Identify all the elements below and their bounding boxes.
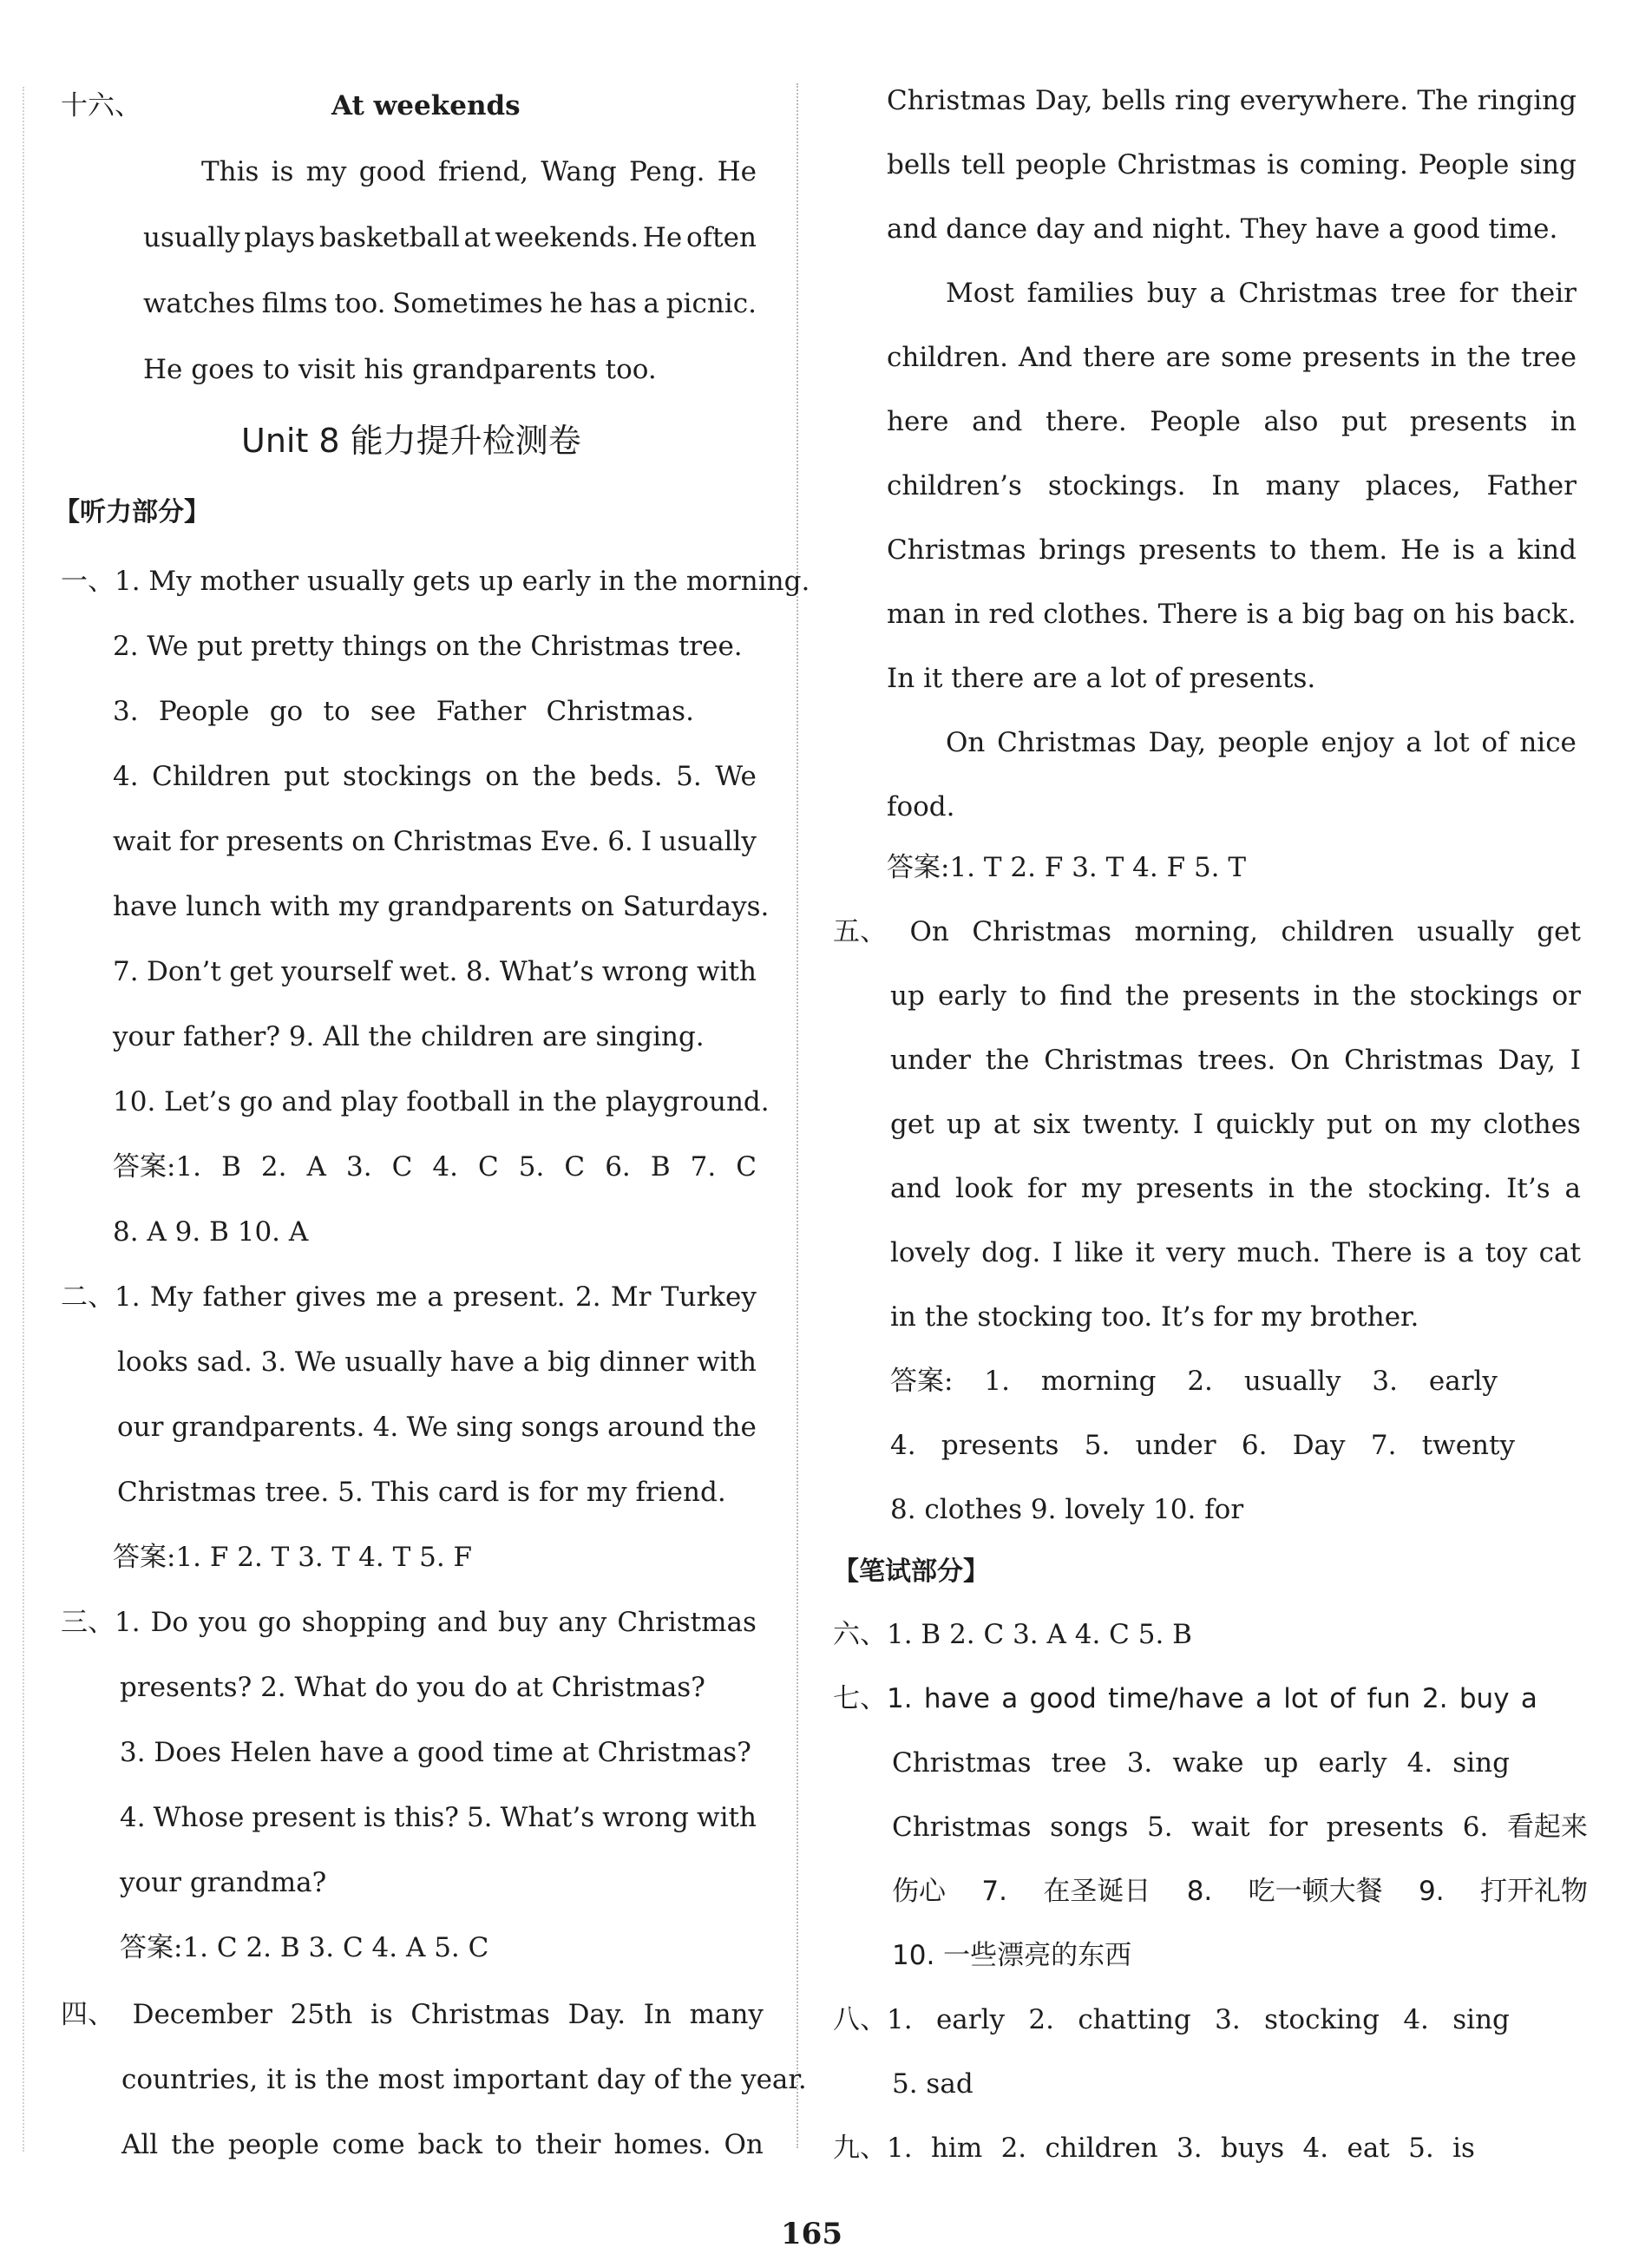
q3-line: presents? 2. What do you do at Christmas? [120, 1672, 705, 1703]
q1-line: 4. Children put stockings on the beds. 5. We [113, 761, 757, 792]
q4-cont-line: here and there. People also put presents in [887, 406, 1577, 437]
q5-answer: 8. clothes 9. lovely 10. for [890, 1494, 1244, 1525]
q4-line: 四、 December 25th is Christmas Day. In many [61, 1999, 764, 2030]
q7-line: 七、1. have a good time/have a lot of fun 2. buy a [833, 1683, 1537, 1714]
q7-line: 10. 一些漂亮的东西 [892, 1940, 1132, 1971]
q7-line: Christmas tree 3. wake up early 4. sing [892, 1747, 1510, 1779]
section-16-number: 十六、 [61, 90, 141, 121]
q3-answer: 答案:1. C 2. B 3. C 4. A 5. C [120, 1932, 489, 1963]
q3-line: 4. Whose present is this? 5. What’s wrong with [120, 1802, 757, 1833]
q4-cont-line: On Christmas Day, people enjoy a lot of nice [946, 727, 1577, 758]
q8-line: 八、1. early 2. chatting 3. stocking 4. sing [833, 2004, 1510, 2035]
q2-line: Christmas tree. 5. This card is for my friend. [117, 1477, 726, 1508]
q2-line: looks sad. 3. We usually have a big dinner with [117, 1347, 757, 1378]
q8-line: 5. sad [892, 2068, 974, 2100]
q9-answer: 九、1. him 2. children 3. buys 4. eat 5. is [833, 2133, 1475, 2164]
q3-line: 3. Does Helen have a good time at Christmas? [120, 1737, 751, 1768]
q1-answer: 答案:1. B 2. A 3. C 4. C 5. C 6. B 7. C [113, 1151, 757, 1183]
q2-line: our grandparents. 4. We sing songs around the [117, 1412, 757, 1443]
q5-answer: 答案: 1. morning 2. usually 3. early [890, 1366, 1498, 1397]
q3-line: 三、1. Do you go shopping and buy any Christmas [61, 1607, 757, 1638]
q4-cont-line: Christmas brings presents to them. He is a kind [887, 534, 1577, 566]
q4-cont-line: In it there are a lot of presents. [887, 663, 1316, 694]
q5-line: get up at six twenty. I quickly put on my clothes [890, 1109, 1581, 1140]
section-16-title: At weekends [331, 90, 521, 121]
q3-line: your grandma? [120, 1867, 327, 1898]
q7-line: 伤心 7. 在圣诞日 8. 吃一顿大餐 9. 打开礼物 [892, 1876, 1588, 1907]
q1-answer: 8. A 9. B 10. A [113, 1216, 309, 1248]
q5-line: in the stocking too. It’s for my brother. [890, 1301, 1419, 1333]
listening-header: 【听力部分】 [54, 497, 210, 527]
q5-line: 五、 On Christmas morning, children usually get [833, 916, 1581, 947]
q4-line: countries, it is the most important day of the year. [121, 2064, 807, 2095]
q5-line: under the Christmas trees. On Christmas Day, I [890, 1045, 1581, 1076]
q4-cont-line: Most families buy a Christmas tree for their [946, 278, 1577, 309]
q1-line: wait for presents on Christmas Eve. 6. I usually [113, 826, 757, 857]
q2-answer: 答案:1. F 2. T 3. T 4. T 5. F [113, 1542, 473, 1573]
q4-cont-line: children’s stockings. In many places, Father [887, 470, 1577, 501]
passage-line: This is my good friend, Wang Peng. He [201, 156, 757, 187]
q4-answer: 答案:1. T 2. F 3. T 4. F 5. T [887, 852, 1247, 883]
q1-line: 10. Let’s go and play football in the playground. [113, 1086, 770, 1117]
passage-line: He goes to visit his grandparents too. [143, 354, 657, 385]
q7-line: Christmas songs 5. wait for presents 6. 看起来 [892, 1812, 1588, 1843]
q1-line: 2. We put pretty things on the Christmas tree. [113, 631, 743, 662]
q5-line: up early to find the presents in the stockings or [890, 980, 1581, 1012]
q4-cont-line: Christmas Day, bells ring everywhere. The ringing [887, 85, 1577, 116]
margin-dotted-line [23, 87, 24, 2152]
q5-line: and look for my presents in the stocking. It’s a [890, 1173, 1581, 1204]
q6-answer: 六、1. B 2. C 3. A 4. C 5. B [833, 1619, 1192, 1650]
passage-line: usually plays basketball at weekends. He often [143, 222, 757, 253]
q5-answer: 4. presents 5. under 6. Day 7. twenty [890, 1430, 1515, 1461]
q4-cont-line: food. [887, 791, 955, 822]
q4-line: All the people come back to their homes. On [121, 2129, 764, 2160]
q1-line: 7. Don’t get yourself wet. 8. What’s wrong with [113, 956, 757, 987]
q1-line: 3. People go to see Father Christmas. [113, 696, 694, 727]
q1-line: your father? 9. All the children are singing. [113, 1021, 705, 1052]
column-divider [796, 83, 798, 2148]
q1-line: have lunch with my grandparents on Saturdays. [113, 891, 770, 922]
q4-cont-line: man in red clothes. There is a big bag on his back. [887, 599, 1577, 630]
q2-line: 二、1. My father gives me a present. 2. Mr Turkey [61, 1281, 757, 1313]
written-header: 【笔试部分】 [833, 1556, 989, 1587]
unit-title: Unit 8 能力提升检测卷 [241, 422, 581, 460]
q4-cont-line: children. And there are some presents in the tree [887, 342, 1577, 373]
page-number: 165 [781, 2217, 842, 2251]
q4-cont-line: bells tell people Christmas is coming. People sing [887, 149, 1577, 180]
q4-cont-line: and dance day and night. They have a good time. [887, 213, 1558, 245]
passage-line: watches films too. Sometimes he has a picnic. [143, 288, 757, 319]
q1-line: 一、1. My mother usually gets up early in the morning. [61, 566, 810, 597]
q5-line: lovely dog. I like it very much. There is a toy cat [890, 1237, 1581, 1268]
